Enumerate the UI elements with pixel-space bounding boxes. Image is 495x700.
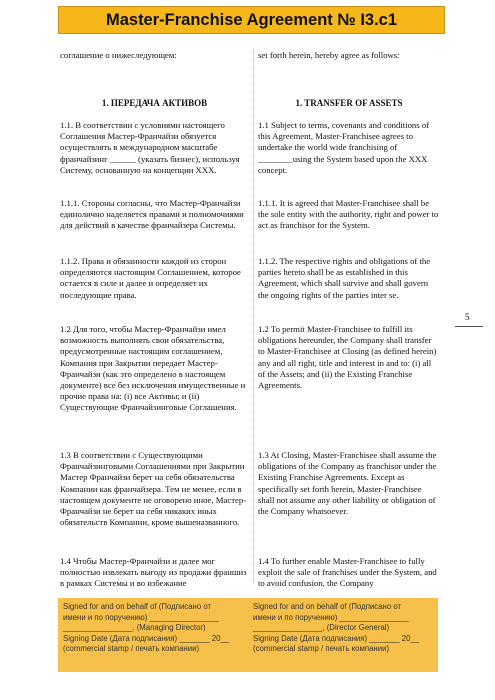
page-number-rule <box>455 326 483 327</box>
signature-line: имени и по поручению) ________________ <box>253 612 409 622</box>
signature-line: (commercial stamp / печать компании) <box>63 644 200 654</box>
ru-text: 1.1.2. Права и обязанности каждой из сторон определяются настоящим Соглашением, которое остается в силе и далее и определяет их последующие права. <box>60 256 241 300</box>
en-text: 1.4 To further enable Master-Franchisee to fully exploit the sale of franchises under the System, and to avoid confusion, the Company <box>258 556 437 589</box>
row-1-3 <box>60 450 440 556</box>
en-text: 1.3 At Closing, Master-Franchisee shall assume the obligations of the Company as franchisor under the Existing Franchise Agreements. Except as specifically set forth herein, Master-Franchisee shall not assume any other liability or obligation of the Company whatsoever. <box>258 450 437 517</box>
ru-heading: 1. ПЕРЕДАЧА АКТИВОВ <box>101 98 208 108</box>
ru-text: 1.3 В соответствии с Существующими Франчайзинговыми Соглашениями при Закрытии Мастер Франчайзи берет на себя обязательства Компании как франчайзера. Тем не менее, если в настоящем документе не оговорено иное, Мастер-Франчайзи не берет на себя никаких иных обязательств Компании, кроме вышеназванного. <box>60 450 247 528</box>
signature-line: Signing Date (Дата подписания) _______ 20__ <box>253 633 420 643</box>
document-title: Master-Franchise Agreement № I3.c1 <box>105 10 398 29</box>
row-1-2 <box>60 324 440 450</box>
document-title-bar <box>58 6 445 34</box>
signature-line: имени и по поручению) ________________ <box>63 612 219 622</box>
row-intro <box>60 50 440 76</box>
signature-line: Signed for and on behalf of (Подписано от <box>63 602 212 611</box>
ru-text: 1.4 Чтобы Мастер-Франчайзи и далее мог полностью извлекать выгоду из продажи франшиз в рамках Системы и во избежание <box>60 556 247 589</box>
row-section-heading <box>60 76 440 120</box>
signature-line: Signed for and on behalf of (Подписано от <box>253 602 402 611</box>
signature-block-left <box>58 598 248 672</box>
en-text: 1.2 To permit Master-Franchisee to fulfill its obligations hereunder, the Company shall transfer to Master-Franchisee at Closing (as defined herein) any and all right, title and interest in and to: (i) all of the Assets; and (ii) the Existing Franchise Agreements. <box>258 324 437 391</box>
en-text: 1.1.2. The respective rights and obligations of the parties hereto shall be as established in this Agreement, which shall survive and shall govern the ongoing rights of the parties inter se. <box>258 256 431 300</box>
row-1-1-1 <box>60 198 440 256</box>
en-heading: 1. TRANSFER OF ASSETS <box>295 98 403 108</box>
row-1-4 <box>60 556 440 592</box>
ru-text: 1.2 Для того, чтобы Мастер-Франчайзи имел возможность выполнять свои обязательства, предусмотренные настоящим соглашением, Компания при Закрытии передает Мастер-Франчайзи (как это определено в настоящем документе) все без исключения имущественные и прочие права на: (i) все Активы; и (ii) Существующие Франчайзинговые Соглашения. <box>60 324 246 413</box>
signature-footer <box>58 598 438 672</box>
signature-line: ________________, (Managing Director) <box>63 623 206 633</box>
ru-text: 1.1. В соответствии с условиями настоящего Соглашения Мастер-Франчайзи обязуется осуществлять в международном масштабе франчайзинг ______ (указать бизнес), используя Систему, основанную на концепции XXX. <box>60 120 240 175</box>
page-number: 5 <box>465 312 470 322</box>
en-text: 1.1 Subject to terms, covenants and conditions of this Agreement, Master-Franchisee agrees to undertake the world wide franchising of ________using the System based upon the XXX concept. <box>258 120 430 175</box>
row-1-1 <box>60 120 440 198</box>
row-1-1-2 <box>60 256 440 324</box>
signature-line: Signing Date (Дата подписания) _______ 20__ <box>63 633 230 643</box>
signature-line: (commercial stamp / печать компании) <box>253 644 390 654</box>
en-text: 1.1.1. It is agreed that Master-Franchisee shall be the sole entity with the authority, right and power to act as franchisor for the System. <box>258 198 439 231</box>
signature-block-right <box>248 598 438 672</box>
ru-text: 1.1.1. Стороны согласны, что Мастер-Франчайзи единолично наделяется правами и полномочиями для действий в качестве франчайзера Системы. <box>60 198 244 231</box>
bilingual-columns <box>60 50 440 592</box>
ru-text: соглашение о нижеследующем: <box>60 50 177 60</box>
en-text: set forth herein, hereby agree as follows: <box>258 50 400 60</box>
signature-line: ________________, (Director General) <box>253 623 390 633</box>
